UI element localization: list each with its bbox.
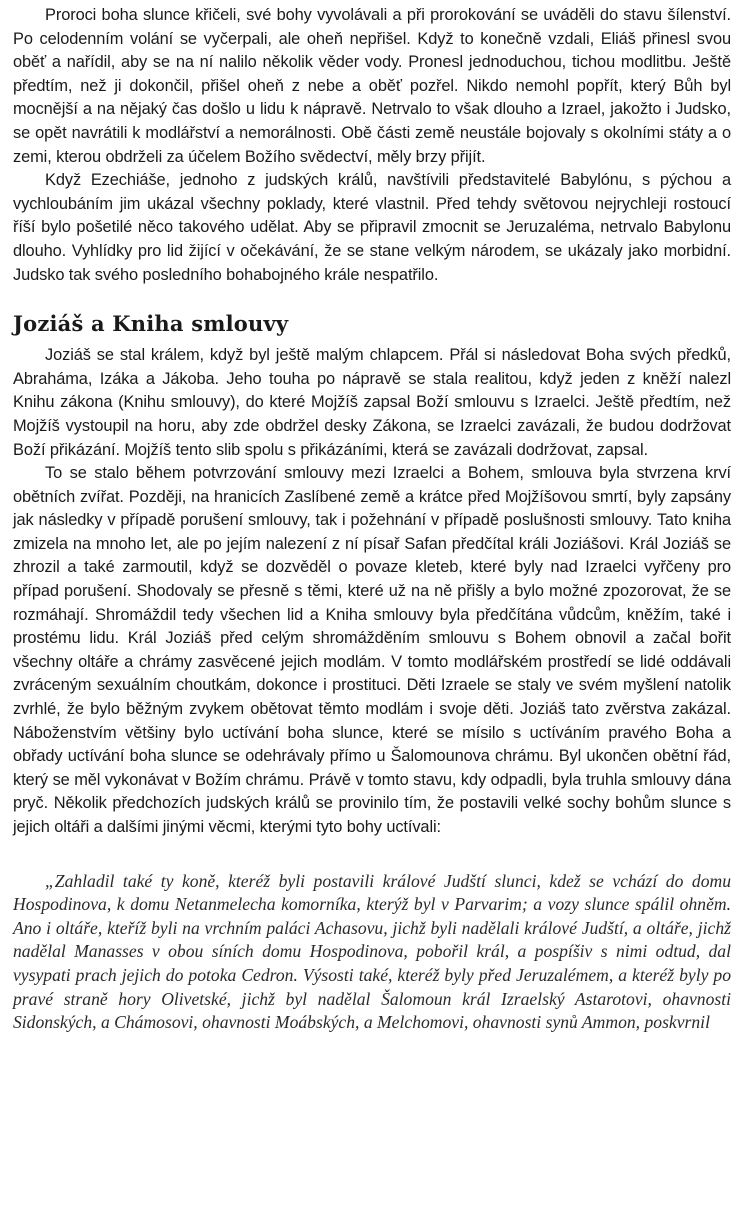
paragraph-josiah-king: Joziáš se stal králem, když byl ještě malým chlapcem. Přál si následovat Boha svých předků, Abraháma, Izáka a Jákoba. Jeho touha po nápravě se stala realitou, když jeden z kněží nalezl Knihu zákona (Knihu smlouvy), do které Mojžíš zapsal Boží smlouvu s Izraelci. Ještě předtím, než Mojžíš vystoupil na horu, aby zde obdržel desky Zákona, se Izraelci zavázali, že budou dodržovat Boží přikázání. Mojžíš tento slib spolu s přikázáními, která se zavázali dodržovat, zapsal.	[13, 346, 731, 459]
section-heading: Joziáš a Kniha smlouvy	[13, 311, 289, 337]
scripture-quote: „Zahladil také ty koně, kteréž byli postavili králové Judští slunci, kdež se vchází do domu Hospodinova, k domu Netanmelecha komorníka, kterýž byl v Parvarim; a vozy slunce spálil ohněm. Ano i oltáře, kteříž byli na vrchním paláci Achasovu, jichž byli nadělali králové Judští, a oltáře, jichž nadělal Manasses v obou síních domu Hospodinova, pobořil král, a pospíšiv s nimi odtud, dal vysypati prach jejich do potoka Cedron. Výsosti také, kteréž byly před Jeruzalémem, a kteréž byly po pravé straně hory Olivetské, jichž byl nadělal Šalomoun král Izraelský Astarotovi, ohavnosti Sidonských, a Chámosovi, ohavnosti Moábských, a Melchomovi, ohavnosti synů Ammon, poskvrnil	[13, 870, 731, 1033]
paragraph-hezekiah: Když Ezechiáše, jednoho z judských králů, navštívili představitelé Babylónu, s pýchou a vychloubáním jim ukázal všechny poklady, které vlastnil. Před tehdy světovou nejrychleji rostoucí říší bylo pošetilé něco takového udělat. Aby se připravil zmocnit se Jeruzaléma, netrvalo Babylonu dlouho. Vyhlídky pro lid žijící v očekávání, že se stane velkým národem, se ukázaly jako morbidní. Judsko tak svého posledního bohabojného krále nespatřilo.	[13, 171, 731, 284]
document-page	[13, 4, 731, 1035]
paragraph-covenant: To se stalo během potvrzování smlouvy mezi Izraelci a Bohem, smlouva byla stvrzena krví obětních zvířat. Později, na hranicích Zaslíbené země a krátce před Mojžíšovou smrtí, byly zapsány jak následky v případě porušení smlouvy, tak i požehnání v případě poslušnosti smlouvy. Tato kniha zmizela na mnoho let, ale po jejím nalezení z ní písař Safan předčítal králi Joziášovi. Král Joziáš se zhrozil a také zarmoutil, když se dozvěděl o povaze kleteb, které byly nad Izraelci vyřčeny pro případ porušení. Shodovaly se přesně s těmi, které už na ně přišly a bylo možné zpozorovat, že se rozmáhají. Shromáždil tedy všechen lid a Kniha smlouvy byla předčítána vůdcům, kněžím, také i prostému lidu. Král Joziáš před celým shromážděním smlouvu s Bohem obnovil a začal bořit všechny oltáře a chrámy zasvěcené jejich modlám. V tomto modlářském prostředí se lidé oddávali zvráceným sexuálním choutkám, dokonce i prostituci. Děti Izraele se staly ve svém myšlení natolik zvrhlé, že bylo běžným zvykem obětovat těmto modlám i svoje děti. Joziáš tato zvěrstva zakázal. Náboženstvím většiny bylo uctívání boha slunce, které se mísilo s uctíváním pravého Boha a obřady uctívání boha slunce se odehrávaly přímo u Šalomounova chrámu. Byl ukončen obětní řád, který se měl vykonávat v Božím chrámu. Právě v tomto stavu, kdy odpadli, byla truhla smlouvy dána pryč. Několik předchozích judských králů se provinilo tím, že postavili velké sochy bohům slunce s jejich oltáři a dalšími jinými věcmi, kterými tyto bohy uctívali:	[13, 464, 731, 836]
paragraph-elijah: Proroci boha slunce křičeli, své bohy vyvolávali a při prorokování se uváděli do stavu šílenství. Po celodenním volání se vyčerpali, ale oheň nepřišel. Když to konečně vzdali, Eliáš přinesl svou oběť a nařídil, aby se na ní nalilo několik věder vody. Pronesl jednoduchou, tichou modlitbu. Ještě předtím, než ji dokončil, přišel oheň z nebe a oběť pozřel. Nikdo nemohl popřít, který Bůh byl mocnější a na nějaký čas došlo u lidu k nápravě. Netrvalo to však dlouho a Izrael, jakožto i Judsko, se opět navrátili k modlářství a nemorálnosti. Obě části země neustále bojovaly s okolními státy a o zemi, kterou obdrželi za účelem Božího svědectví, měly brzy přijít.	[13, 6, 731, 166]
